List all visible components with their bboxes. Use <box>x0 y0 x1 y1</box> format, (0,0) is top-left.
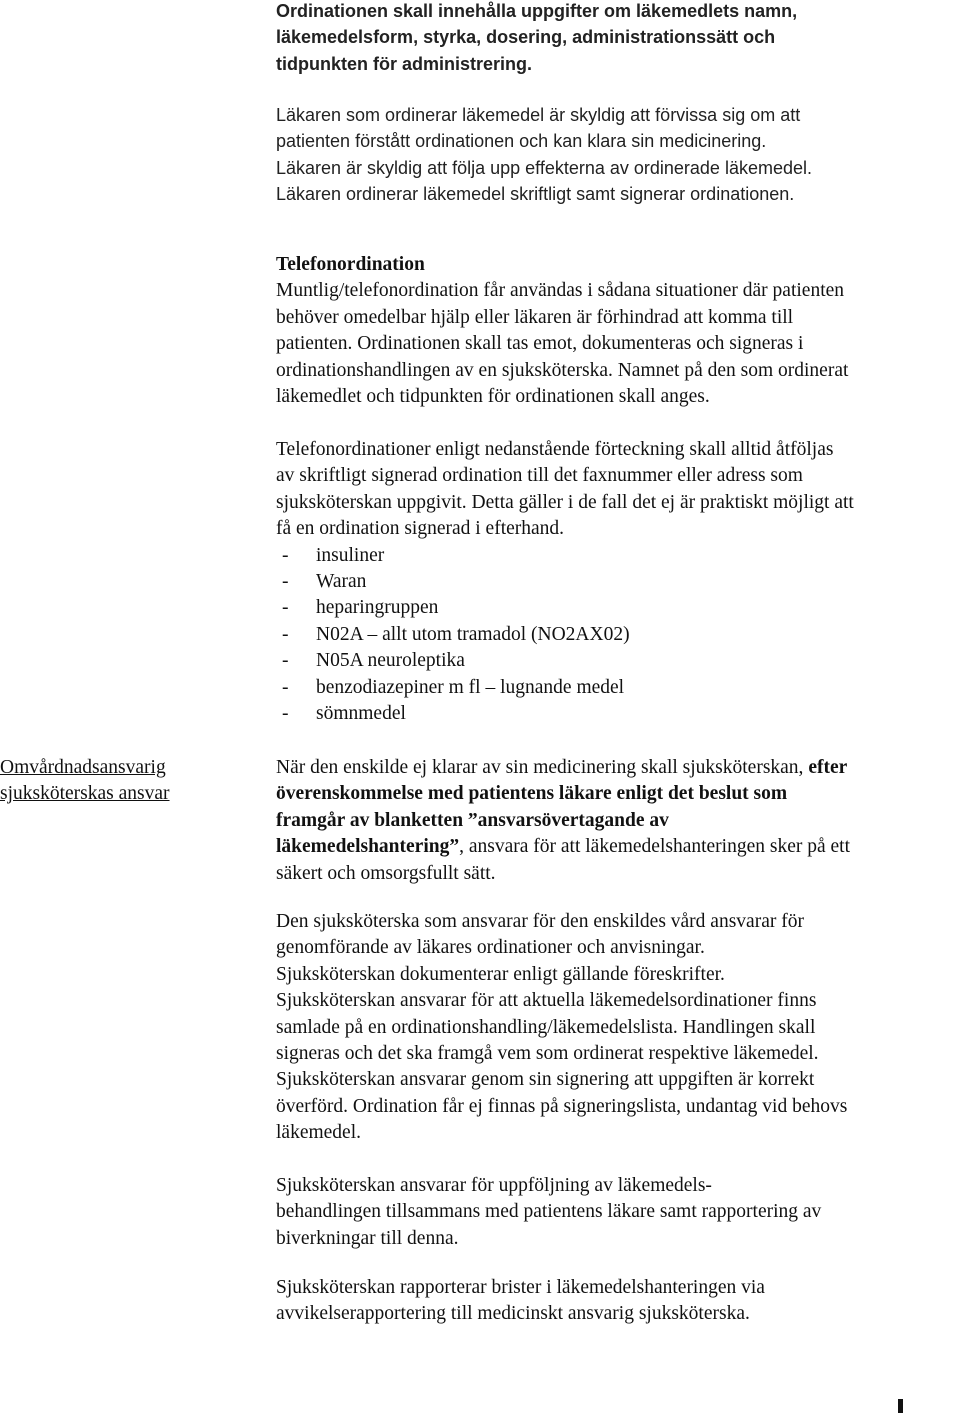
side-heading: Omvårdnadsansvarig sjuksköterskas ansvar <box>0 757 170 804</box>
doctor-paragraph <box>276 102 960 208</box>
list-item: - N05A neuroleptika <box>282 650 465 672</box>
section-heading: Telefonordination <box>276 254 425 275</box>
phone-line: Muntlig/telefonordination får användas i sådana situationer där patienten <box>276 280 845 302</box>
drug-list <box>276 543 960 728</box>
list-item: - sömnmedel <box>282 703 406 725</box>
phone-list-line: få en ordination signerad i efterhand. <box>276 518 565 540</box>
followup-paragraph: Sjuksköterskan ansvarar för uppföljning av läkemedels- behandlingen tillsammans med patientens läkare samt rapportering av biverkningar till denna. <box>276 1175 822 1249</box>
phone-line: behöver omedelbar hjälp eller läkaren är förhindrad att komma till <box>276 306 794 328</box>
phone-line: patienten. Ordinationen skall tas emot, dokumenteras och signeras i <box>276 333 804 355</box>
phone-line: ordinationshandlingen av en sjuksköterska. Namnet på den som ordinerat <box>276 359 849 381</box>
list-item: - N02A – allt utom tramadol (NO2AX02) <box>282 623 630 645</box>
doctor-line: patienten förstått ordinationen och kan klara sin medicinering. <box>276 131 767 152</box>
phone-list-line: sjuksköterskan uppgivit. Detta gäller i de fall det ej är praktiskt möjligt att <box>276 491 854 513</box>
phone-line: läkemedlet och tidpunkten för ordinationen skall anges. <box>276 386 710 408</box>
phone-list-line: av skriftligt signerad ordination till det faxnummer eller adress som <box>276 465 803 487</box>
doctor-line: Läkaren ordinerar läkemedel skriftligt samt signerar ordinationen. <box>276 184 795 205</box>
list-item: - heparingruppen <box>282 597 439 619</box>
doctor-line: Läkaren som ordinerar läkemedel är skyldig att förvissa sig om att <box>276 105 801 125</box>
page-mark <box>898 1399 903 1413</box>
list-item: - Waran <box>282 571 367 593</box>
doctor-line: Läkaren är skyldig att följa upp effekterna av ordinerade läkemedel. <box>276 157 812 178</box>
phone-order-list-section <box>276 437 960 727</box>
nurse-intro-paragraph: När den enskilde ej klarar av sin medicinering skall sjuksköterskan, efter överenskommelse med patientens läkare enligt det beslut som framgår av blanketten ”ansvarsövertagande av läkemedelshantering”, ansvara för att läkemedelshanteringen sker på ett säkert och omsorgsfullt sätt. <box>276 757 851 884</box>
phone-list-line: Telefonordinationer enligt nedanstående förteckning skall alltid åtföljas <box>276 439 834 460</box>
intro-paragraph <box>276 0 960 77</box>
nurse-responsibility-paragraph: Den sjuksköterska som ansvarar för den enskildes vård ansvarar för genomförande av läkares ordinationer och anvisningar. Sjuksköterskan dokumenterar enligt gällande föreskrifter. Sjuksköterskan ansvarar för att aktuella läkemedelsordinationer finns samlade på en ordinationshandling/läkemedelslista. Handlingen skall signeras och det ska framgå vem som ordinerat respektive läkemedel. Sjuksköterskan ansvarar genom sin signering att uppgiften är korrekt överförd. Ordination får ej finnas på signeringslista, undantag vid behovs läkemedel. <box>276 911 848 1144</box>
list-item: - insuliner <box>282 544 385 566</box>
list-item: - benzodiazepiner m fl – lugnande medel <box>282 676 625 698</box>
intro-line: läkemedelsform, styrka, dosering, administrationssätt och <box>276 27 776 48</box>
phone-order-section <box>276 252 960 410</box>
report-paragraph: Sjuksköterskan rapporterar brister i läkemedelshanteringen via avvikelserapportering till medicinskt ansvarig sjuksköterska. <box>276 1277 765 1325</box>
intro-line: Ordinationen skall innehålla uppgifter om läkemedlets namn, <box>276 1 798 21</box>
intro-line: tidpunkten för administrering. <box>276 53 533 74</box>
